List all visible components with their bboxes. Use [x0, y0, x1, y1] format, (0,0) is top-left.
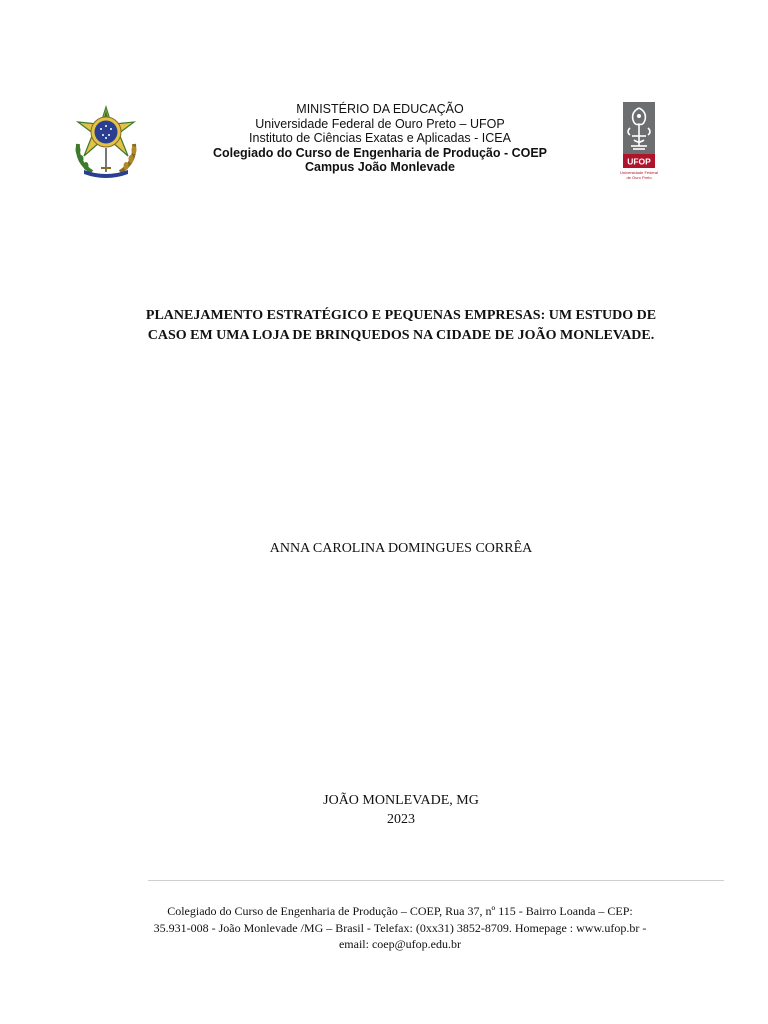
- ufop-caption-line1: Universidade Federal: [619, 170, 659, 175]
- title-line-1: PLANEJAMENTO ESTRATÉGICO E PEQUENAS EMPRESAS: UM ESTUDO DE: [145, 308, 657, 323]
- ministry-line: MINISTÉRIO DA EDUCAÇÃO: [296, 102, 464, 116]
- document-title: [100, 306, 702, 346]
- author-name: ANNA CAROLINA DOMINGUES CORRÊA: [269, 541, 533, 556]
- ufop-logo-icon: [618, 102, 660, 182]
- footer-divider: [148, 880, 724, 881]
- institution-header: [160, 102, 600, 175]
- university-line: Universidade Federal de Ouro Preto – UFOP: [255, 116, 505, 131]
- page-footer: [120, 903, 680, 953]
- city-line: JOÃO MONLEVADE, MG: [323, 793, 479, 808]
- year-line: 2023: [387, 812, 415, 827]
- brazil-coat-of-arms-icon: [70, 104, 142, 178]
- ufop-caption-line2: de Ouro Preto: [626, 175, 652, 180]
- footer-line-2: 35.931-008 - João Monlevade /MG – Brasil - Telefax: (0xx31) 3852-8709. Homepage : www.ufop.br -: [153, 920, 647, 935]
- footer-line-3: email: coep@ufop.edu.br: [338, 937, 461, 951]
- campus-line: Campus João Monlevade: [304, 160, 456, 174]
- institute-line: Instituto de Ciências Exatas e Aplicadas - ICEA: [249, 131, 511, 145]
- course-line: Colegiado do Curso de Engenharia de Produção - COEP: [212, 145, 548, 160]
- place-and-year: [100, 791, 702, 829]
- title-line-2: CASO EM UMA LOJA DE BRINQUEDOS NA CIDADE DE JOÃO MONLEVADE.: [147, 328, 655, 343]
- footer-line-1: Colegiado do Curso de Engenharia de Produção – COEP, Rua 37, nº 115 - Bairro Loanda – CEP:: [167, 904, 633, 918]
- ufop-badge-text: UFOP: [627, 156, 651, 167]
